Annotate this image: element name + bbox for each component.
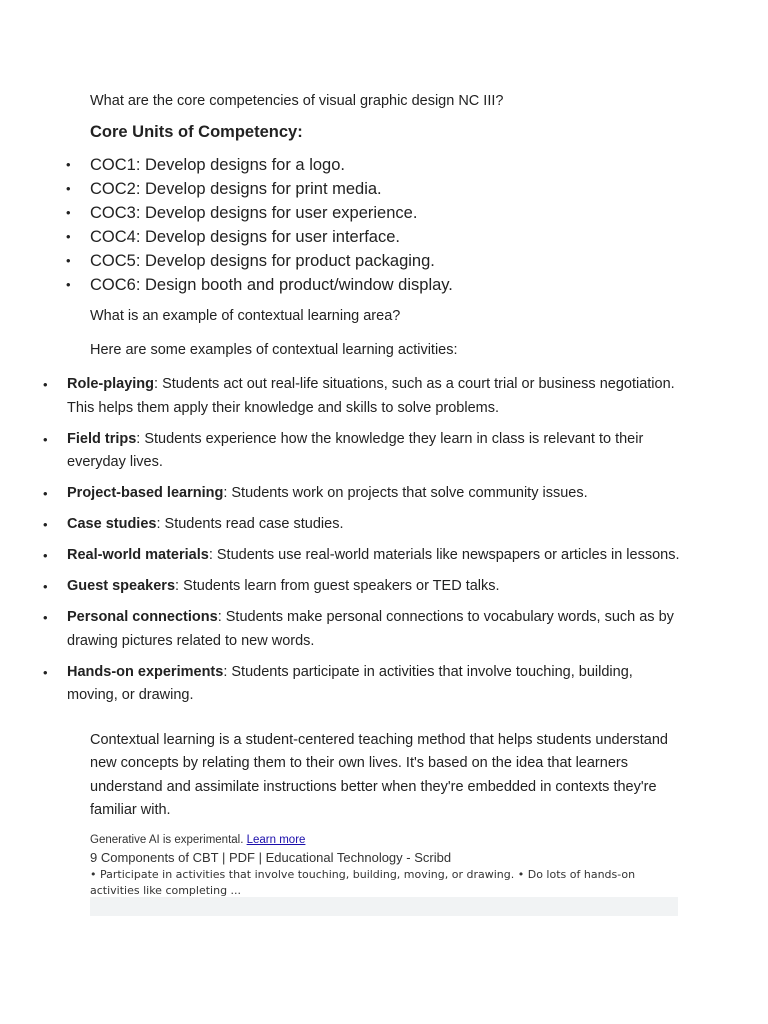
activity-term: Guest speakers bbox=[67, 578, 176, 594]
activity-term: Field trips bbox=[67, 430, 137, 447]
activity-desc: : Students learn from guest speakers or TED talks. bbox=[175, 578, 500, 594]
ai-notice bbox=[90, 834, 305, 846]
coc-item: • COC3: Develop designs for user experience. bbox=[90, 201, 453, 225]
list-item bbox=[67, 661, 682, 708]
list-item bbox=[67, 482, 682, 506]
source-snippet: • Participate in activities that involve touching, building, moving, or drawing. • Do lots of hands-on activities like completing ... bbox=[90, 868, 636, 897]
activity-desc: : Students make personal connections to vocabulary words, such as by drawing pictures related to new words. bbox=[67, 609, 674, 649]
activity-desc: : Students read case studies. bbox=[156, 516, 344, 532]
coc-item: • COC5: Develop designs for product packaging. bbox=[90, 249, 453, 273]
activity-term: Hands-on experiments bbox=[67, 663, 224, 680]
list-item bbox=[67, 513, 682, 537]
core-units-heading: Core Units of Competency: bbox=[90, 123, 303, 141]
intro-text: Here are some examples of contextual learning activities: bbox=[90, 342, 458, 358]
activities-list bbox=[67, 373, 682, 715]
activity-desc: : Students use real-world materials like newspapers or articles in lessons. bbox=[208, 547, 680, 563]
coc-item: • COC6: Design booth and product/window display. bbox=[90, 273, 453, 297]
learn-more-link[interactable]: Learn more bbox=[246, 834, 306, 846]
activity-term: Project-based learning bbox=[67, 485, 224, 501]
activity-term: Personal connections bbox=[67, 609, 218, 625]
question-heading: What are the core competencies of visual graphic design NC III? bbox=[90, 93, 504, 109]
activity-desc: : Students act out real-life situations, such as a court trial or business negotiation. This helps them apply their knowledge and skills to solve problems. bbox=[67, 376, 675, 416]
list-item bbox=[67, 428, 682, 475]
coc-item: • COC1: Develop designs for a logo. bbox=[90, 153, 453, 177]
list-item bbox=[67, 373, 682, 420]
activity-desc: : Students experience how the knowledge they learn in class is relevant to their everyday lives. bbox=[67, 430, 644, 470]
list-item bbox=[67, 544, 682, 568]
list-item bbox=[67, 606, 682, 653]
activity-desc: : Students participate in activities that involve touching, building, moving, or drawing. bbox=[67, 663, 633, 703]
coc-item: • COC2: Develop designs for print media. bbox=[90, 177, 453, 201]
source-title[interactable]: 9 Components of CBT | PDF | Educational Technology - Scribd bbox=[90, 850, 452, 865]
question-heading-2: What is an example of contextual learning area? bbox=[90, 308, 401, 324]
coc-item: • COC4: Develop designs for user interface. bbox=[90, 225, 453, 249]
activity-desc: : Students work on projects that solve community issues. bbox=[223, 485, 588, 501]
list-item bbox=[67, 575, 682, 599]
ai-notice-text: Generative AI is experimental. bbox=[90, 834, 247, 846]
activity-term: Role-playing bbox=[67, 376, 155, 392]
coc-list bbox=[90, 153, 453, 297]
source-divider-bar bbox=[90, 897, 678, 916]
activity-term: Real-world materials bbox=[67, 547, 209, 563]
activity-term: Case studies bbox=[67, 516, 157, 532]
summary-paragraph: Contextual learning is a student-centered teaching method that helps students understand new concepts by relating them to their own lives. It's based on the idea that learners understand and assimilate instructions better when they're embedded in contexts they're familiar with. bbox=[90, 732, 668, 818]
